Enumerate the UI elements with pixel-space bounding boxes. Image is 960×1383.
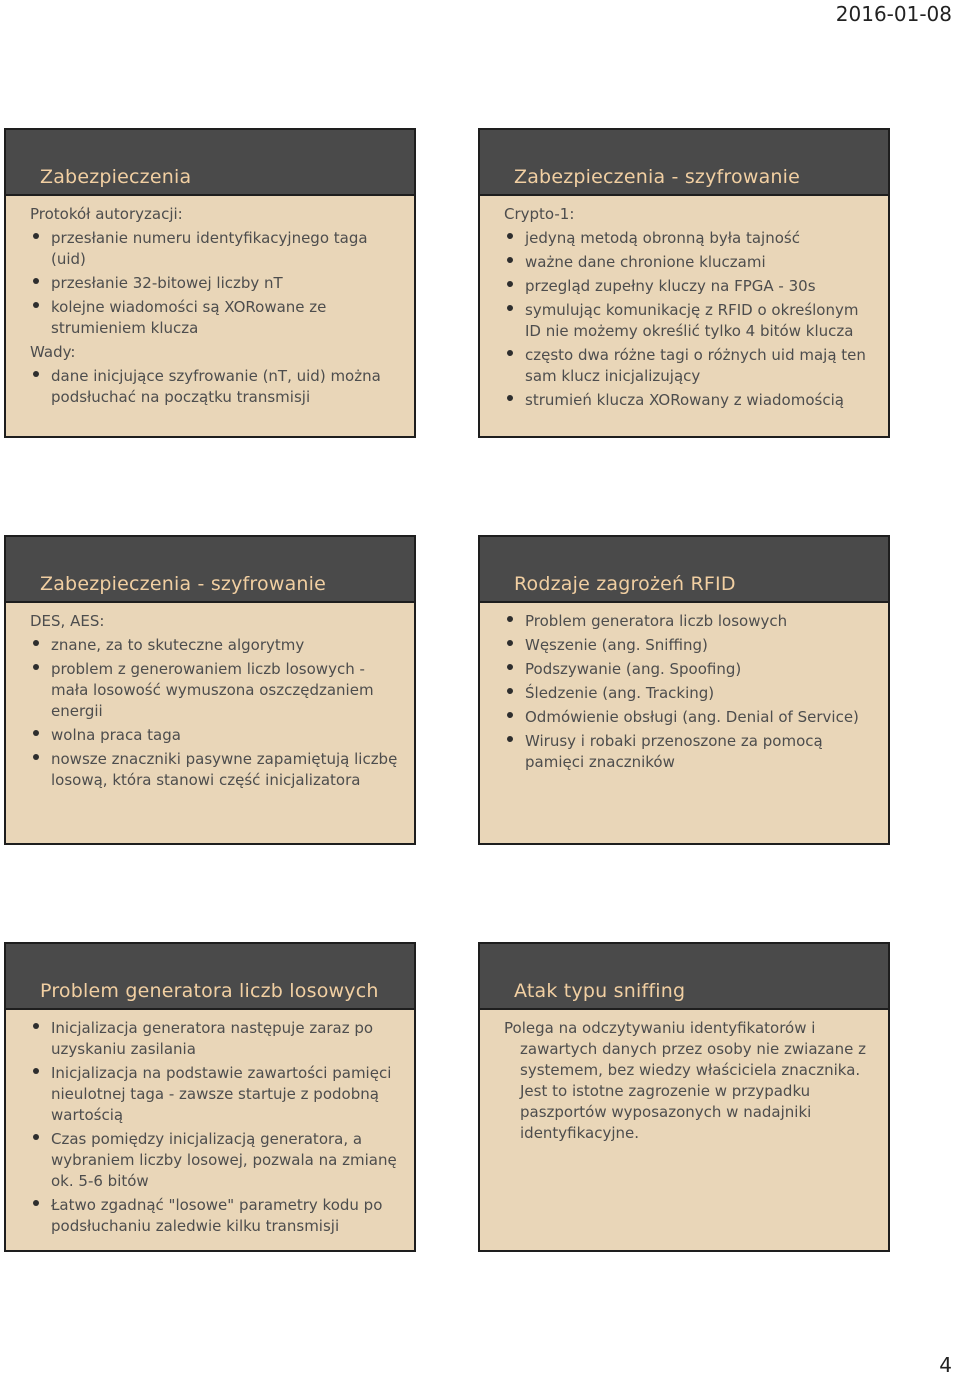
slide-title-bar bbox=[480, 537, 888, 603]
bullet-item: Inicjalizacja na podstawie zawartości pamięci nieulotnej taga - zawsze startuje z podobną wartością bbox=[30, 1063, 400, 1126]
page-number: 4 bbox=[939, 1353, 952, 1377]
slide-body bbox=[6, 1010, 414, 1237]
slide-title: Problem generatora liczb losowych bbox=[40, 980, 379, 1002]
slide-body bbox=[6, 196, 414, 408]
slide-body bbox=[6, 603, 414, 791]
slide-4 bbox=[478, 535, 890, 845]
bullet-item: Śledzenie (ang. Tracking) bbox=[504, 683, 874, 704]
bullet-item: wolna praca taga bbox=[30, 725, 400, 746]
bullet-item: Wirusy i robaki przenoszone za pomocą pamięci znaczników bbox=[504, 731, 874, 773]
bullet-item: Podszywanie (ang. Spoofing) bbox=[504, 659, 874, 680]
bullet-item: Odmówienie obsługi (ang. Denial of Service) bbox=[504, 707, 874, 728]
bullet-item: przesłanie 32-bitowej liczby nT bbox=[30, 273, 400, 294]
slide-body bbox=[480, 196, 888, 411]
bullet-list bbox=[504, 228, 874, 411]
slide-title-bar bbox=[480, 130, 888, 196]
slide-6 bbox=[478, 942, 890, 1252]
bullet-item: przegląd zupełny kluczy na FPGA - 30s bbox=[504, 276, 874, 297]
bullet-item: często dwa różne tagi o różnych uid mają ten sam klucz inicjalizujący bbox=[504, 345, 874, 387]
slide-body bbox=[480, 1010, 888, 1144]
bullet-item: Czas pomiędzy inicjalizacją generatora, a wybraniem liczby losowej, pozwala na zmianę ok. 5-6 bitów bbox=[30, 1129, 400, 1192]
bullet-item: symulując komunikację z RFID o określonym ID nie możemy określić tylko 4 bitów klucza bbox=[504, 300, 874, 342]
slide-body bbox=[480, 603, 888, 773]
bullet-item: przesłanie numeru identyfikacyjnego taga (uid) bbox=[30, 228, 400, 270]
bullet-list bbox=[30, 366, 400, 408]
slide-1 bbox=[4, 128, 416, 438]
slide-text: Crypto-1: bbox=[504, 205, 575, 223]
bullet-item: Inicjalizacja generatora następuje zaraz po uzyskaniu zasilania bbox=[30, 1018, 400, 1060]
slide-title: Zabezpieczenia bbox=[40, 166, 192, 188]
slide-5 bbox=[4, 942, 416, 1252]
slide-title: Zabezpieczenia - szyfrowanie bbox=[514, 166, 801, 188]
bullet-list bbox=[504, 611, 874, 773]
slide-title: Atak typu sniffing bbox=[514, 980, 686, 1002]
bullet-item: Węszenie (ang. Sniffing) bbox=[504, 635, 874, 656]
bullet-item: znane, za to skuteczne algorytmy bbox=[30, 635, 400, 656]
bullet-list bbox=[30, 635, 400, 791]
bullet-item: dane inicjujące szyfrowanie (nT, uid) można podsłuchać na początku transmisji bbox=[30, 366, 400, 408]
slide-title: Rodzaje zagrożeń RFID bbox=[514, 573, 736, 595]
bullet-item: ważne dane chronione kluczami bbox=[504, 252, 874, 273]
slide-title-bar bbox=[6, 130, 414, 196]
slide-title-bar bbox=[480, 944, 888, 1010]
bullet-item: problem z generowaniem liczb losowych - mała losowość wymuszona oszczędzaniem energii bbox=[30, 659, 400, 722]
slide-title: Zabezpieczenia - szyfrowanie bbox=[40, 573, 327, 595]
slide-title-bar bbox=[6, 537, 414, 603]
bullet-item: Łatwo zgadnąć "losowe" parametry kodu po podsłuchaniu zaledwie kilku transmisji bbox=[30, 1195, 400, 1237]
bullet-list bbox=[30, 228, 400, 339]
slide-text: DES, AES: bbox=[30, 612, 105, 630]
document-date: 2016-01-08 bbox=[835, 2, 952, 26]
slide-3 bbox=[4, 535, 416, 845]
bullet-item: jedyną metodą obronną była tajność bbox=[504, 228, 874, 249]
slide-title-bar bbox=[6, 944, 414, 1010]
bullet-item: Problem generatora liczb losowych bbox=[504, 611, 874, 632]
bullet-item: kolejne wiadomości są XORowane ze strumieniem klucza bbox=[30, 297, 400, 339]
bullet-item: strumień klucza XORowany z wiadomością bbox=[504, 390, 874, 411]
slide-2 bbox=[478, 128, 890, 438]
slide-paragraph: Polega na odczytywaniu identyfikatorów i zawartych danych przez osoby nie zwiazane z systemem, bez wiedzy właściciela znacznika. Jest to istotne zagrozenie w przypadku paszportów wyposazonych w nadajniki identyfikacyjne. bbox=[504, 1019, 866, 1142]
slide-text: Protokół autoryzacji: bbox=[30, 205, 183, 223]
bullet-item: nowsze znaczniki pasywne zapamiętują liczbę losową, która stanowi część inicjalizatora bbox=[30, 749, 400, 791]
bullet-list bbox=[30, 1018, 400, 1237]
slide-text: Wady: bbox=[30, 343, 76, 361]
